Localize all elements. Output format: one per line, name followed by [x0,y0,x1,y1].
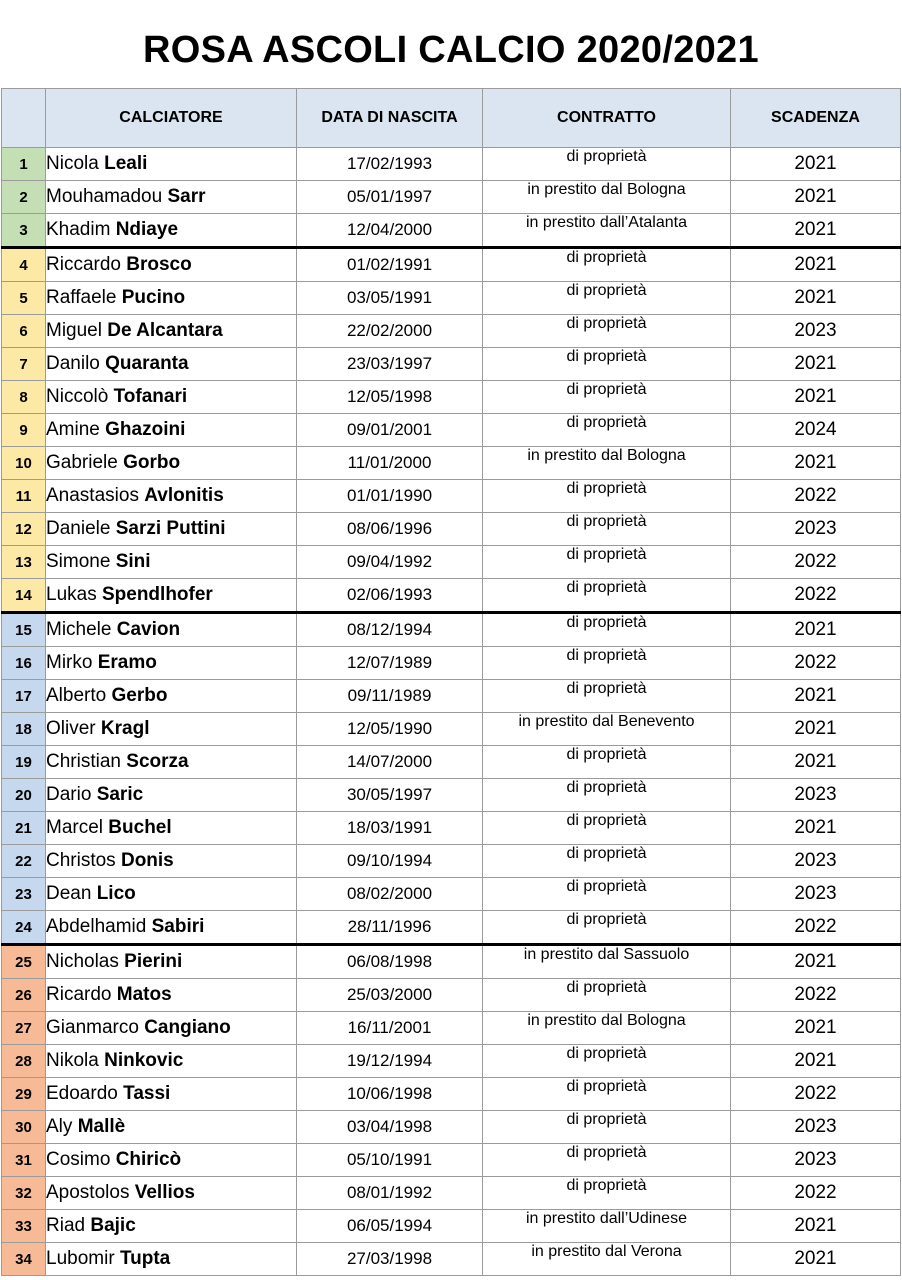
player-surname: Quaranta [105,353,189,374]
player-name [46,1012,297,1045]
player-name [46,945,297,979]
player-name [46,282,297,315]
player-name [46,1210,297,1243]
contract-expiry: 2021 [731,248,901,282]
player-name [46,812,297,845]
player-surname: Scorza [126,751,189,772]
table-row [2,148,901,181]
contract-expiry: 2021 [731,680,901,713]
player-first-name: Nicola [46,153,99,174]
player-surname: Gerbo [111,685,168,706]
contract-expiry: 2022 [731,647,901,680]
contract-type: di proprietà [483,1177,731,1210]
contract-expiry: 2022 [731,1078,901,1111]
header-row [2,89,901,148]
player-number: 4 [2,248,46,282]
birth-date: 05/10/1991 [297,1144,483,1177]
birth-date: 27/03/1998 [297,1243,483,1276]
birth-date: 10/06/1998 [297,1078,483,1111]
player-name [46,647,297,680]
table-row [2,315,901,348]
player-number: 32 [2,1177,46,1210]
contract-type: in prestito dal Verona [483,1243,731,1276]
contract-expiry: 2023 [731,315,901,348]
player-first-name: Amine [46,419,100,440]
birth-date: 16/11/2001 [297,1012,483,1045]
player-number: 7 [2,348,46,381]
table-row [2,579,901,613]
contract-type: di proprietà [483,1045,731,1078]
contract-type: in prestito dall’Atalanta [483,214,731,248]
player-surname: Brosco [126,254,192,275]
contract-type: di proprietà [483,513,731,546]
player-surname: Sarzi Puttini [115,518,226,539]
player-number: 2 [2,181,46,214]
table-row [2,1078,901,1111]
contract-expiry: 2021 [731,812,901,845]
contract-type: in prestito dal Benevento [483,713,731,746]
player-name [46,181,297,214]
player-number: 11 [2,480,46,513]
player-first-name: Apostolos [46,1182,130,1203]
player-name [46,878,297,911]
player-first-name: Miguel [46,320,102,341]
birth-date: 01/01/1990 [297,480,483,513]
player-first-name: Raffaele [46,287,117,308]
birth-date: 28/11/1996 [297,911,483,945]
player-first-name: Lubomir [46,1248,115,1269]
table-row [2,248,901,282]
table-row [2,647,901,680]
header-player: CALCIATORE [46,89,297,148]
table-row [2,1111,901,1144]
player-surname: Tupta [119,1248,171,1269]
player-number: 10 [2,447,46,480]
player-name [46,680,297,713]
player-surname: Cangiano [144,1017,231,1038]
player-first-name: Anastasios [46,485,139,506]
birth-date: 12/05/1998 [297,381,483,414]
player-first-name: Abdelhamid [46,916,147,937]
player-name [46,381,297,414]
contract-type: di proprietà [483,613,731,647]
player-number: 25 [2,945,46,979]
player-name [46,214,297,248]
table-row [2,746,901,779]
player-number: 28 [2,1045,46,1078]
player-first-name: Edoardo [46,1083,118,1104]
birth-date: 30/05/1997 [297,779,483,812]
player-name [46,1111,297,1144]
player-name [46,1177,297,1210]
roster-body [2,148,901,1276]
contract-type: in prestito dal Bologna [483,181,731,214]
contract-type: in prestito dal Bologna [483,1012,731,1045]
page-title: ROSA ASCOLI CALCIO 2020/2021 [143,29,759,71]
table-row [2,348,901,381]
player-number: 34 [2,1243,46,1276]
player-number: 5 [2,282,46,315]
birth-date: 17/02/1993 [297,148,483,181]
table-row [2,845,901,878]
birth-date: 12/04/2000 [297,214,483,248]
player-surname: Vellios [134,1182,195,1203]
contract-type: di proprietà [483,779,731,812]
player-first-name: Dean [46,883,92,904]
player-first-name: Daniele [46,518,111,539]
table-row [2,1210,901,1243]
player-surname: Pierini [124,951,183,972]
header-expiry: SCADENZA [731,89,901,148]
player-first-name: Riccardo [46,254,121,275]
player-first-name: Gianmarco [46,1017,139,1038]
contract-type: di proprietà [483,746,731,779]
player-name [46,546,297,579]
player-number: 14 [2,579,46,613]
contract-type: di proprietà [483,546,731,579]
contract-expiry: 2023 [731,513,901,546]
player-number: 16 [2,647,46,680]
contract-type: di proprietà [483,148,731,181]
birth-date: 25/03/2000 [297,979,483,1012]
player-surname: Gorbo [123,452,181,473]
contract-expiry: 2021 [731,447,901,480]
contract-type: di proprietà [483,812,731,845]
player-first-name: Michele [46,619,112,640]
contract-type: di proprietà [483,579,731,613]
player-first-name: Danilo [46,353,100,374]
contract-expiry: 2021 [731,381,901,414]
player-name [46,713,297,746]
player-number: 19 [2,746,46,779]
contract-expiry: 2021 [731,282,901,315]
player-first-name: Khadim [46,219,111,240]
player-surname: Ghazoini [105,419,186,440]
player-first-name: Marcel [46,817,104,838]
player-surname: Donis [120,850,174,871]
player-first-name: Christian [46,751,121,772]
contract-type: in prestito dal Bologna [483,447,731,480]
player-number: 29 [2,1078,46,1111]
contract-type: di proprietà [483,480,731,513]
player-name [46,248,297,282]
player-name [46,613,297,647]
player-surname: Ninkovic [104,1050,184,1071]
birth-date: 08/12/1994 [297,613,483,647]
table-row [2,282,901,315]
player-number: 3 [2,214,46,248]
birth-date: 09/01/2001 [297,414,483,447]
birth-date: 08/01/1992 [297,1177,483,1210]
contract-expiry: 2021 [731,746,901,779]
player-name [46,348,297,381]
contract-expiry: 2023 [731,779,901,812]
player-surname: Mallè [77,1116,126,1137]
player-surname: Bajic [90,1215,136,1236]
player-number: 27 [2,1012,46,1045]
table-row [2,878,901,911]
player-surname: Sini [115,551,151,572]
player-name [46,979,297,1012]
player-number: 22 [2,845,46,878]
contract-type: di proprietà [483,1144,731,1177]
player-name [46,1045,297,1078]
contract-type: di proprietà [483,1111,731,1144]
player-name [46,911,297,945]
contract-expiry: 2022 [731,911,901,945]
player-surname: Tofanari [113,386,188,407]
birth-date: 19/12/1994 [297,1045,483,1078]
birth-date: 05/01/1997 [297,181,483,214]
contract-expiry: 2024 [731,414,901,447]
contract-type: di proprietà [483,979,731,1012]
player-number: 1 [2,148,46,181]
player-first-name: Ricardo [46,984,112,1005]
birth-date: 03/04/1998 [297,1111,483,1144]
player-first-name: Mirko [46,652,93,673]
contract-type: in prestito dall’Udinese [483,1210,731,1243]
player-first-name: Dario [46,784,92,805]
contract-expiry: 2022 [731,546,901,579]
table-row [2,945,901,979]
player-surname: Buchel [108,817,172,838]
table-row [2,1045,901,1078]
birth-date: 12/07/1989 [297,647,483,680]
player-first-name: Aly [46,1116,73,1137]
player-first-name: Simone [46,551,111,572]
contract-expiry: 2021 [731,713,901,746]
player-number: 15 [2,613,46,647]
contract-type: di proprietà [483,680,731,713]
player-number: 17 [2,680,46,713]
contract-expiry: 2021 [731,945,901,979]
contract-expiry: 2021 [731,181,901,214]
player-name [46,480,297,513]
contract-type: di proprietà [483,282,731,315]
contract-expiry: 2023 [731,878,901,911]
player-surname: Avlonitis [144,485,224,506]
player-name [46,579,297,613]
player-surname: Leali [104,153,148,174]
player-surname: Chiricò [115,1149,182,1170]
contract-type: di proprietà [483,647,731,680]
player-number: 26 [2,979,46,1012]
roster-table [1,88,901,1276]
player-name [46,513,297,546]
contract-expiry: 2022 [731,1177,901,1210]
player-name [46,1078,297,1111]
player-number: 23 [2,878,46,911]
player-name [46,1144,297,1177]
player-name [46,779,297,812]
birth-date: 12/05/1990 [297,713,483,746]
table-row [2,713,901,746]
contract-type: di proprietà [483,348,731,381]
player-number: 20 [2,779,46,812]
player-surname: Sarr [167,186,206,207]
contract-type: di proprietà [483,911,731,945]
birth-date: 18/03/1991 [297,812,483,845]
player-number: 33 [2,1210,46,1243]
table-row [2,513,901,546]
player-surname: Matos [116,984,172,1005]
birth-date: 22/02/2000 [297,315,483,348]
contract-type: di proprietà [483,315,731,348]
player-name [46,746,297,779]
table-row [2,680,901,713]
player-number: 12 [2,513,46,546]
player-number: 24 [2,911,46,945]
player-first-name: Alberto [46,685,107,706]
table-row [2,812,901,845]
birth-date: 11/01/2000 [297,447,483,480]
contract-type: di proprietà [483,878,731,911]
player-first-name: Nicholas [46,951,119,972]
player-surname: Eramo [97,652,157,673]
birth-date: 08/06/1996 [297,513,483,546]
player-number: 30 [2,1111,46,1144]
contract-expiry: 2023 [731,845,901,878]
table-row [2,414,901,447]
player-surname: Cavion [116,619,181,640]
contract-expiry: 2023 [731,1144,901,1177]
contract-expiry: 2021 [731,1012,901,1045]
player-surname: Tassi [123,1083,171,1104]
birth-date: 06/05/1994 [297,1210,483,1243]
table-row [2,546,901,579]
birth-date: 14/07/2000 [297,746,483,779]
contract-type: di proprietà [483,1078,731,1111]
player-first-name: Oliver [46,718,96,739]
player-first-name: Christos [46,850,116,871]
table-row [2,381,901,414]
table-row [2,1144,901,1177]
table-row [2,214,901,248]
contract-expiry: 2023 [731,1111,901,1144]
player-number: 13 [2,546,46,579]
player-number: 8 [2,381,46,414]
player-number: 9 [2,414,46,447]
player-name [46,845,297,878]
contract-expiry: 2021 [731,613,901,647]
table-row [2,447,901,480]
player-first-name: Gabriele [46,452,118,473]
player-number: 31 [2,1144,46,1177]
player-name [46,148,297,181]
contract-expiry: 2021 [731,214,901,248]
birth-date: 23/03/1997 [297,348,483,381]
table-row [2,613,901,647]
player-surname: Pucino [121,287,186,308]
table-row [2,1243,901,1276]
player-first-name: Niccolò [46,386,109,407]
contract-type: di proprietà [483,845,731,878]
contract-expiry: 2021 [731,1045,901,1078]
player-surname: Sabiri [151,916,205,937]
contract-expiry: 2021 [731,1243,901,1276]
player-surname: Ndiaye [115,219,179,240]
contract-type: in prestito dal Sassuolo [483,945,731,979]
birth-date: 09/11/1989 [297,680,483,713]
birth-date: 02/06/1993 [297,579,483,613]
birth-date: 03/05/1991 [297,282,483,315]
player-surname: Spendlhofer [101,584,213,605]
contract-type: di proprietà [483,248,731,282]
contract-expiry: 2021 [731,1210,901,1243]
player-surname: Lico [96,883,136,904]
birth-date: 01/02/1991 [297,248,483,282]
table-row [2,480,901,513]
player-name [46,1243,297,1276]
player-surname: Saric [96,784,144,805]
player-first-name: Mouhamadou [46,186,163,207]
header-contract: CONTRATTO [483,89,731,148]
table-row [2,911,901,945]
birth-date: 08/02/2000 [297,878,483,911]
contract-expiry: 2022 [731,480,901,513]
player-number: 21 [2,812,46,845]
table-row [2,1177,901,1210]
contract-type: di proprietà [483,381,731,414]
table-row [2,1012,901,1045]
contract-expiry: 2022 [731,979,901,1012]
player-surname: Kragl [100,718,150,739]
player-first-name: Lukas [46,584,97,605]
contract-expiry: 2022 [731,579,901,613]
table-row [2,779,901,812]
player-number: 18 [2,713,46,746]
contract-type: di proprietà [483,414,731,447]
player-name [46,414,297,447]
player-first-name: Cosimo [46,1149,111,1170]
player-number: 6 [2,315,46,348]
header-number [2,89,46,148]
player-first-name: Nikola [46,1050,99,1071]
birth-date: 09/04/1992 [297,546,483,579]
birth-date: 06/08/1998 [297,945,483,979]
player-first-name: Riad [46,1215,86,1236]
header-birth-date: DATA DI NASCITA [297,89,483,148]
player-name [46,447,297,480]
table-row [2,979,901,1012]
contract-expiry: 2021 [731,348,901,381]
contract-expiry: 2021 [731,148,901,181]
birth-date: 09/10/1994 [297,845,483,878]
table-row [2,181,901,214]
player-name [46,315,297,348]
player-surname: De Alcantara [107,320,223,341]
